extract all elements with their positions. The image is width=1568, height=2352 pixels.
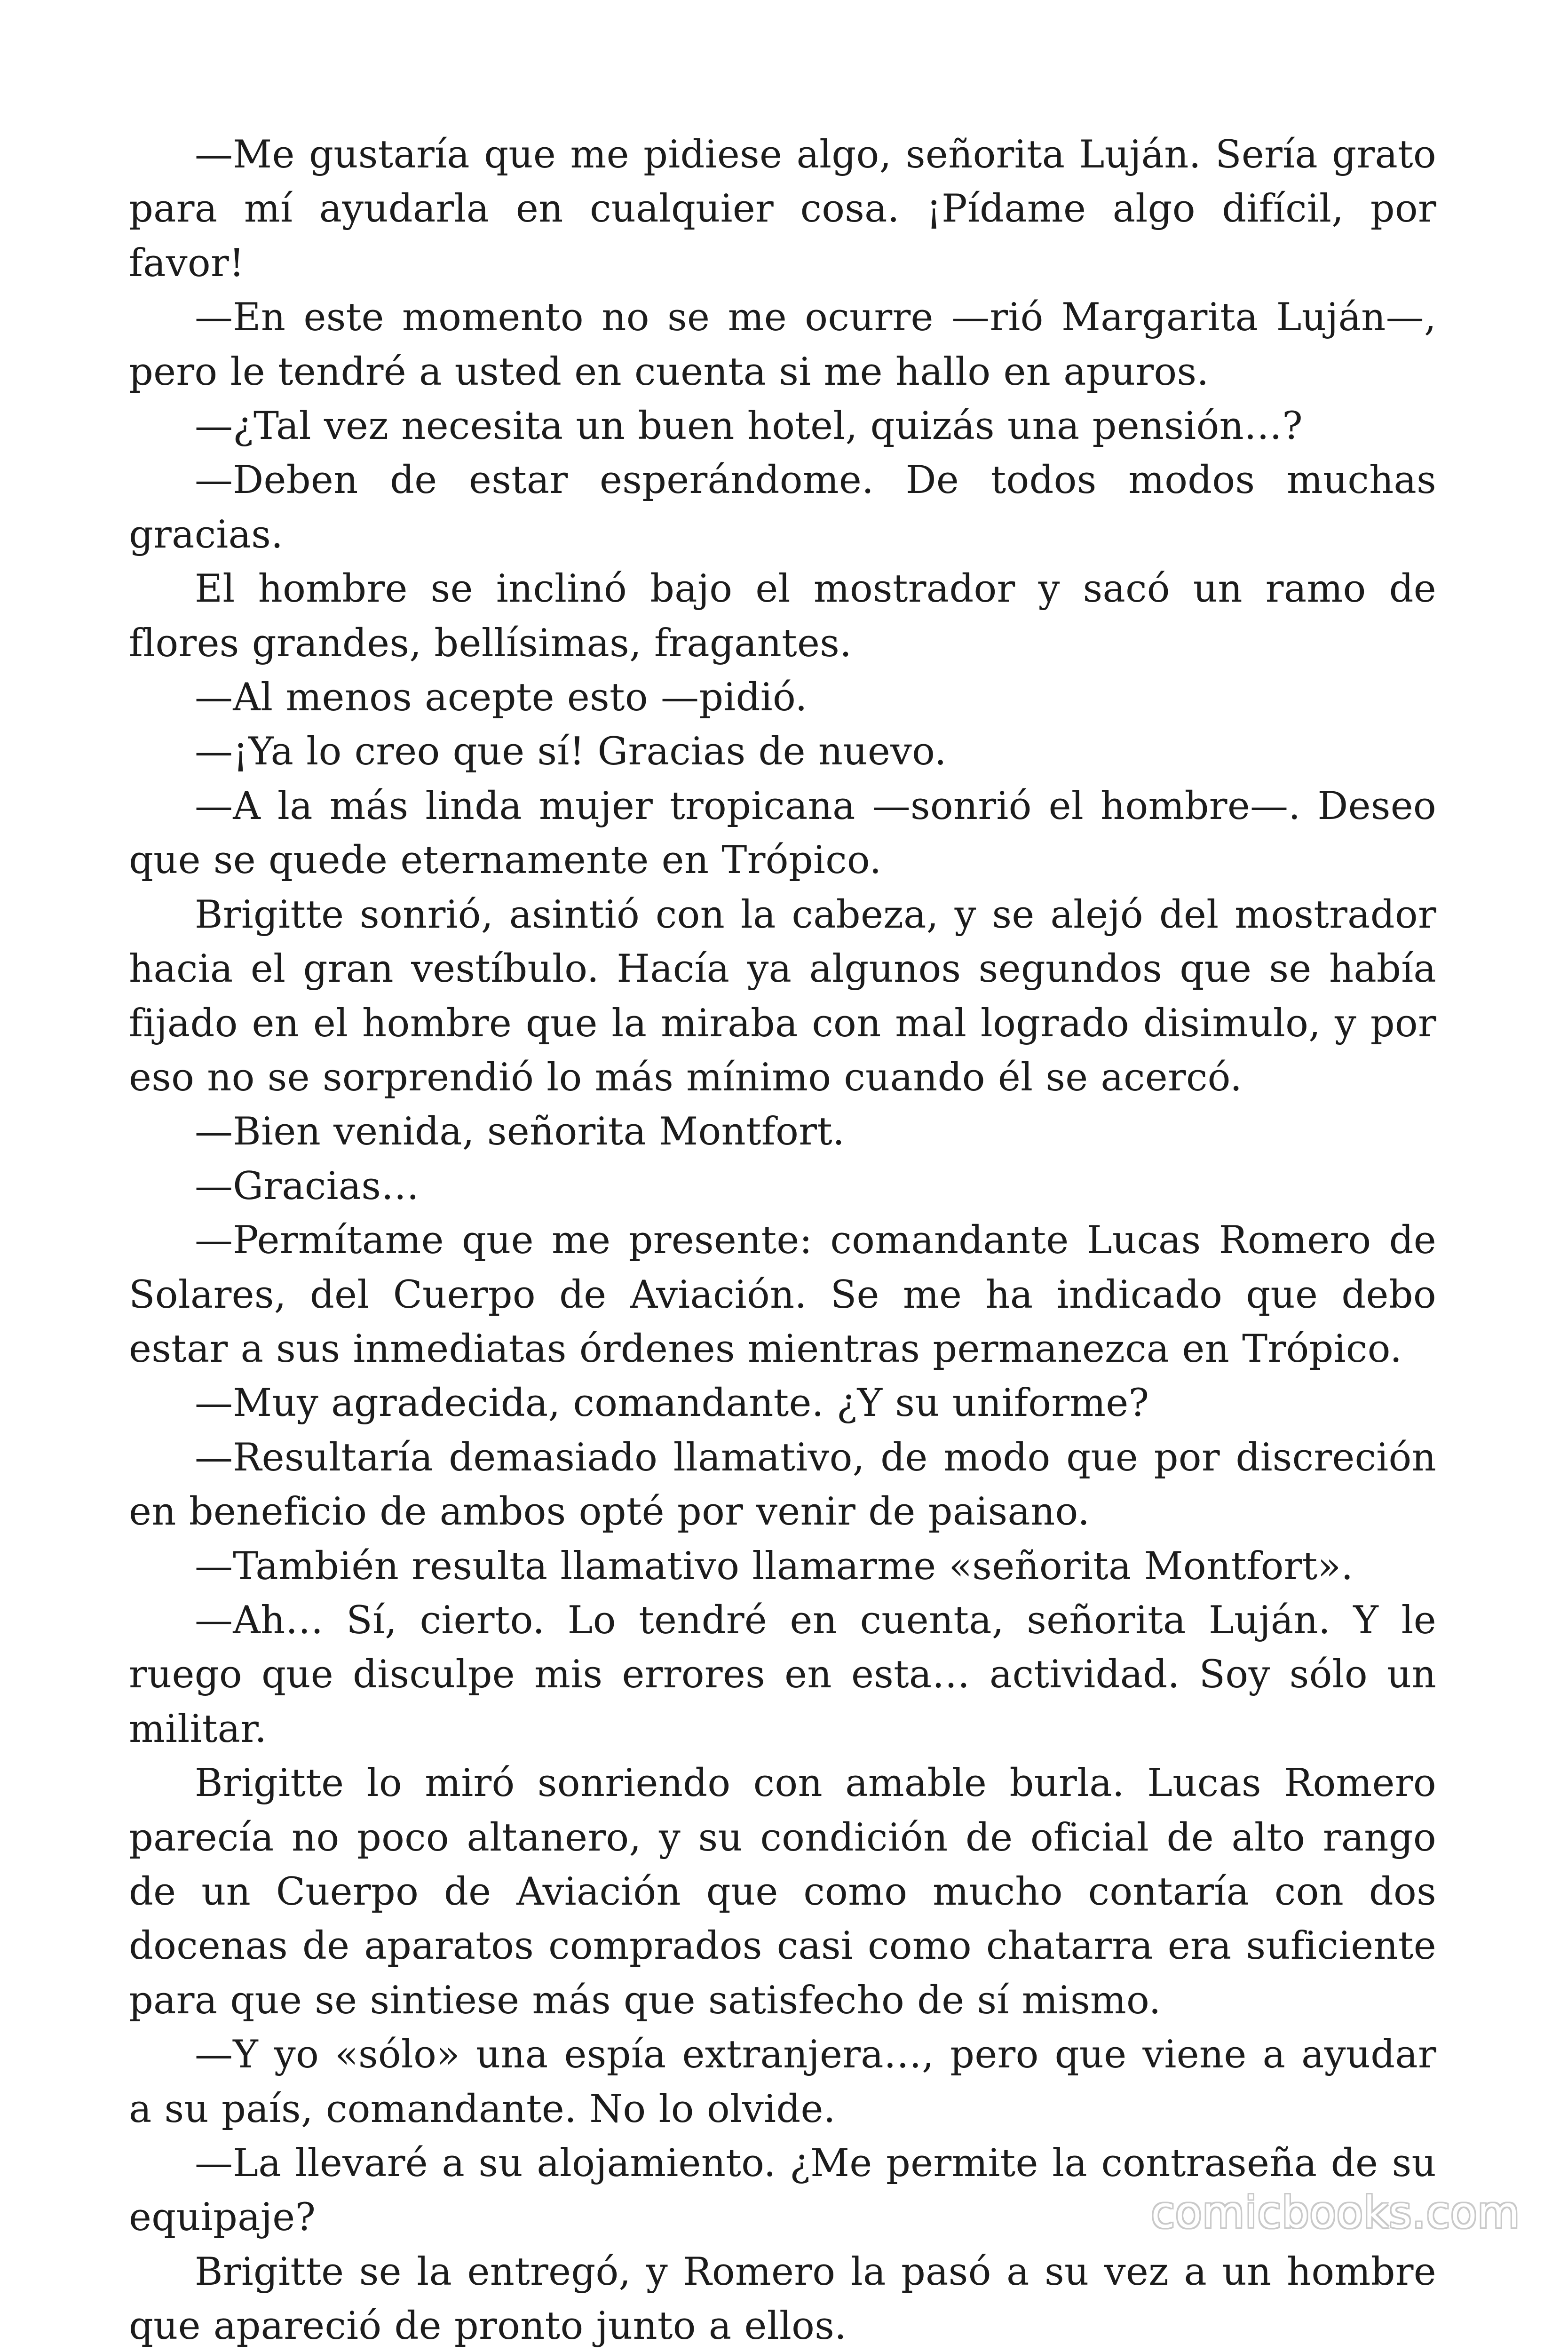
paragraph: —También resulta llamativo llamarme «señorita Montfort». bbox=[195, 1544, 1354, 1589]
paragraph: —Al menos acepte esto —pidió. bbox=[195, 675, 808, 720]
paragraph: —Y yo «sólo» una espía extranjera…, pero que viene a ayudar a su país, comandante. No lo olvide. bbox=[129, 2033, 1436, 2131]
book-page-body bbox=[129, 128, 1436, 2352]
paragraph: Brigitte sonrió, asintió con la cabeza, y se alejó del mostrador hacia el gran vestíbulo. Hacía ya algunos segundos que se había fijado en el hombre que la miraba con mal logrado disimulo, y por eso no se sorprendió lo más mínimo cuando él se acercó. bbox=[129, 892, 1436, 1100]
paragraph: —¿Tal vez necesita un buen hotel, quizás una pensión…? bbox=[195, 404, 1303, 449]
paragraph: —¡Ya lo creo que sí! Gracias de nuevo. bbox=[195, 730, 947, 774]
paragraph: —Resultaría demasiado llamativo, de modo que por discreción en beneficio de ambos opté por venir de paisano. bbox=[129, 1435, 1436, 1534]
paragraph: El hombre se inclinó bajo el mostrador y sacó un ramo de flores grandes, bellísimas, fragantes. bbox=[129, 567, 1436, 666]
paragraph: —Me gustaría que me pidiese algo, señorita Luján. Sería grato para mí ayudarla en cualquier cosa. ¡Pídame algo difícil, por favor! bbox=[129, 133, 1436, 286]
paragraph: —Deben de estar esperándome. De todos modos muchas gracias. bbox=[129, 458, 1436, 557]
paragraph: —Permítame que me presente: comandante Lucas Romero de Solares, del Cuerpo de Aviación. Se me ha indicado que debo estar a sus inmediatas órdenes mientras permanezca en Trópico. bbox=[129, 1218, 1436, 1371]
paragraph: —A la más linda mujer tropicana —sonrió el hombre—. Deseo que se quede eternamente en Trópico. bbox=[129, 784, 1436, 883]
paragraph: —Muy agradecida, comandante. ¿Y su uniforme? bbox=[195, 1381, 1149, 1426]
paragraph: Brigitte se la entregó, y Romero la pasó a su vez a un hombre que apareció de pronto junto a ellos. bbox=[129, 2249, 1436, 2349]
watermark: comicbooks.com bbox=[1151, 2187, 1520, 2238]
paragraph: —Bien venida, señorita Montfort. bbox=[195, 1110, 845, 1154]
paragraph: —En este momento no se me ocurre —rió Margarita Luján—, pero le tendré a usted en cuenta si me hallo en apuros. bbox=[129, 295, 1436, 394]
paragraph: —Gracias… bbox=[195, 1164, 420, 1208]
paragraph: Brigitte lo miró sonriendo con amable burla. Lucas Romero parecía no poco altanero, y su condición de oficial de alto rango de un Cuerpo de Aviación que como mucho contaría con dos docenas de aparatos comprados casi como chatarra era suficiente para que se sintiese más que satisfecho de sí mismo. bbox=[129, 1761, 1436, 2023]
paragraph: —La llevaré a su alojamiento. ¿Me permite la contraseña de su equipaje? bbox=[129, 2141, 1436, 2240]
paragraph: —Ah… Sí, cierto. Lo tendré en cuenta, señorita Luján. Y le ruego que disculpe mis errores en esta… actividad. Soy sólo un militar. bbox=[129, 1598, 1436, 1751]
